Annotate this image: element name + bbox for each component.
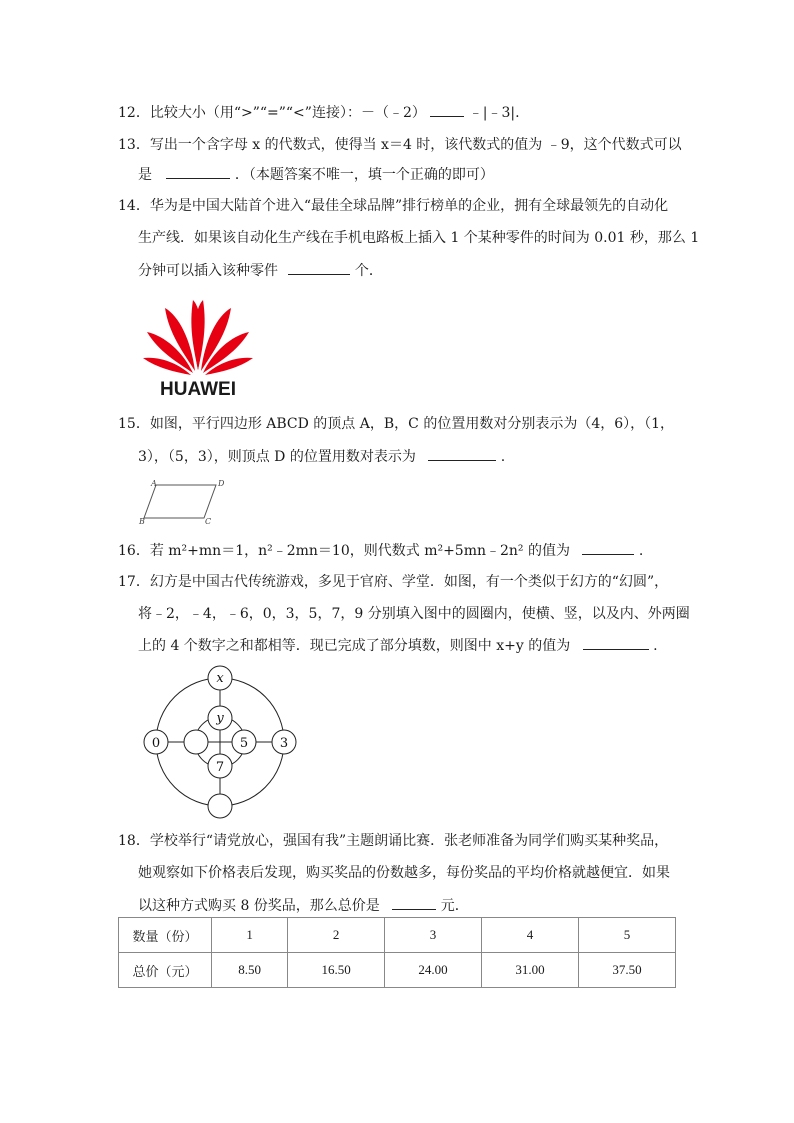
- q15-line2-prefix: 3），（5，3），则顶点 D 的位置用数对表示为: [138, 449, 416, 465]
- label-y: y: [216, 711, 224, 726]
- table-cell: 24.00: [385, 953, 482, 988]
- q13-line2: [138, 165, 494, 184]
- q17-answer-blank[interactable]: [583, 636, 649, 650]
- header-price: 总价（元）: [119, 953, 212, 988]
- parallelogram-shape: [144, 485, 216, 518]
- table-cell: 4: [482, 918, 579, 953]
- q14-line1: 14．华为是中国大陆首个进入“最佳全球品牌”排行榜单的企业，拥有全球最领先的自动化: [118, 198, 669, 214]
- q18-line3-prefix: 以这种方式购买 8 份奖品，那么总价是: [138, 898, 380, 914]
- parallelogram-figure: [138, 478, 228, 526]
- q16-tail: .: [638, 543, 644, 559]
- q15-answer-blank[interactable]: [428, 447, 496, 461]
- table-cell: 2: [288, 918, 385, 953]
- price-table: [118, 917, 676, 988]
- table-cell: 37.50: [578, 953, 675, 988]
- q14-line3-prefix: 分钟可以插入该种零件: [138, 263, 278, 279]
- q18-line3-tail: 元．: [440, 898, 469, 914]
- q12-text: 12．比较大小（用“>”“=”“<”连接）：－（﹣2）: [118, 105, 426, 121]
- q15-line1: 15．如图，平行四边形 ABCD 的顶点 A，B，C 的位置用数对分别表示为（4，6），（1，: [118, 416, 675, 432]
- q16-expr: m²+mn＝1，n²﹣2mn＝10，则代数式 m²+5mn﹣2n² 的值为: [168, 543, 570, 559]
- q13-line1: 13．写出一个含字母 x 的代数式，使得当 x＝4 时，该代数式的值为 ﹣9，这个代数式可以: [118, 137, 682, 153]
- q12-tail: ﹣|﹣3|.: [468, 105, 520, 121]
- q17-line3-tail: .: [653, 638, 658, 654]
- table-cell: 16.50: [288, 953, 385, 988]
- magic-circle-figure: [138, 662, 300, 820]
- q13-line2-tail: ．（本题答案不唯一，填一个正确的即可）: [234, 167, 494, 183]
- q18-line1: 18．学校举行“请党放心，强国有我”主题朗诵比赛．张老师准备为同学们购买某种奖品，: [118, 833, 669, 849]
- question-12: [118, 103, 520, 122]
- label-7: 7: [215, 760, 225, 775]
- q17-line3-prefix: 上的 4 个数字之和都相等．现已完成了部分填数，则图中 x+y 的值为: [138, 638, 571, 654]
- q13-line2-prefix: 是: [138, 167, 152, 183]
- q15-line2-tail: .: [500, 449, 506, 465]
- table-cell: 3: [385, 918, 482, 953]
- label-x: x: [216, 671, 224, 686]
- q14-line3-tail: 个．: [354, 263, 383, 279]
- header-quantity: 数量（份）: [119, 918, 212, 953]
- label-b: B: [139, 517, 145, 526]
- label-a: A: [151, 479, 157, 488]
- label-3: 3: [279, 736, 289, 751]
- q14-answer-blank[interactable]: [288, 261, 350, 275]
- table-cell: 1: [212, 918, 288, 953]
- q14-line3: [138, 261, 383, 280]
- circle-inner-left: [184, 730, 208, 754]
- huawei-wordmark: HUAWEI: [160, 379, 236, 398]
- q15-line2: [138, 447, 505, 466]
- q18-answer-blank[interactable]: [392, 896, 436, 910]
- q18-line3: [138, 896, 469, 915]
- q12-answer-blank[interactable]: [430, 103, 464, 117]
- table-cell: 5: [578, 918, 675, 953]
- circle-bottom: [208, 794, 232, 818]
- huawei-petals-icon: [143, 296, 253, 398]
- q13-answer-blank[interactable]: [166, 165, 230, 179]
- q17-line1: 17．幻方是中国古代传统游戏，多见于官府、学堂．如图，有一个类似于幻方的“幻圆”，: [118, 574, 669, 590]
- label-5: 5: [239, 736, 249, 751]
- q14-line2: 生产线．如果该自动化生产线在手机电路板上插入 1 个某种零件的时间为 0.01 秒，那么 1: [138, 230, 700, 246]
- q16-answer-blank[interactable]: [582, 541, 634, 555]
- q17-line2: 将﹣2，﹣4，﹣6，0，3，5，7，9 分别填入图中的圆圈内，使横、竖，以及内、外两圈: [138, 606, 690, 622]
- label-d: D: [218, 479, 225, 488]
- table-row: [119, 953, 676, 988]
- table-cell: 8.50: [212, 953, 288, 988]
- q16-num: 16．若: [118, 543, 164, 559]
- table-row: [119, 918, 676, 953]
- table-cell: 31.00: [482, 953, 579, 988]
- q18-line2: 她观察如下价格表后发现，购买奖品的份数越多，每份奖品的平均价格就越便宜．如果: [138, 865, 670, 881]
- question-16: [118, 541, 643, 560]
- q17-line3: [138, 636, 658, 655]
- huawei-logo: [143, 296, 253, 398]
- label-c: C: [205, 517, 212, 526]
- label-0: 0: [151, 736, 161, 751]
